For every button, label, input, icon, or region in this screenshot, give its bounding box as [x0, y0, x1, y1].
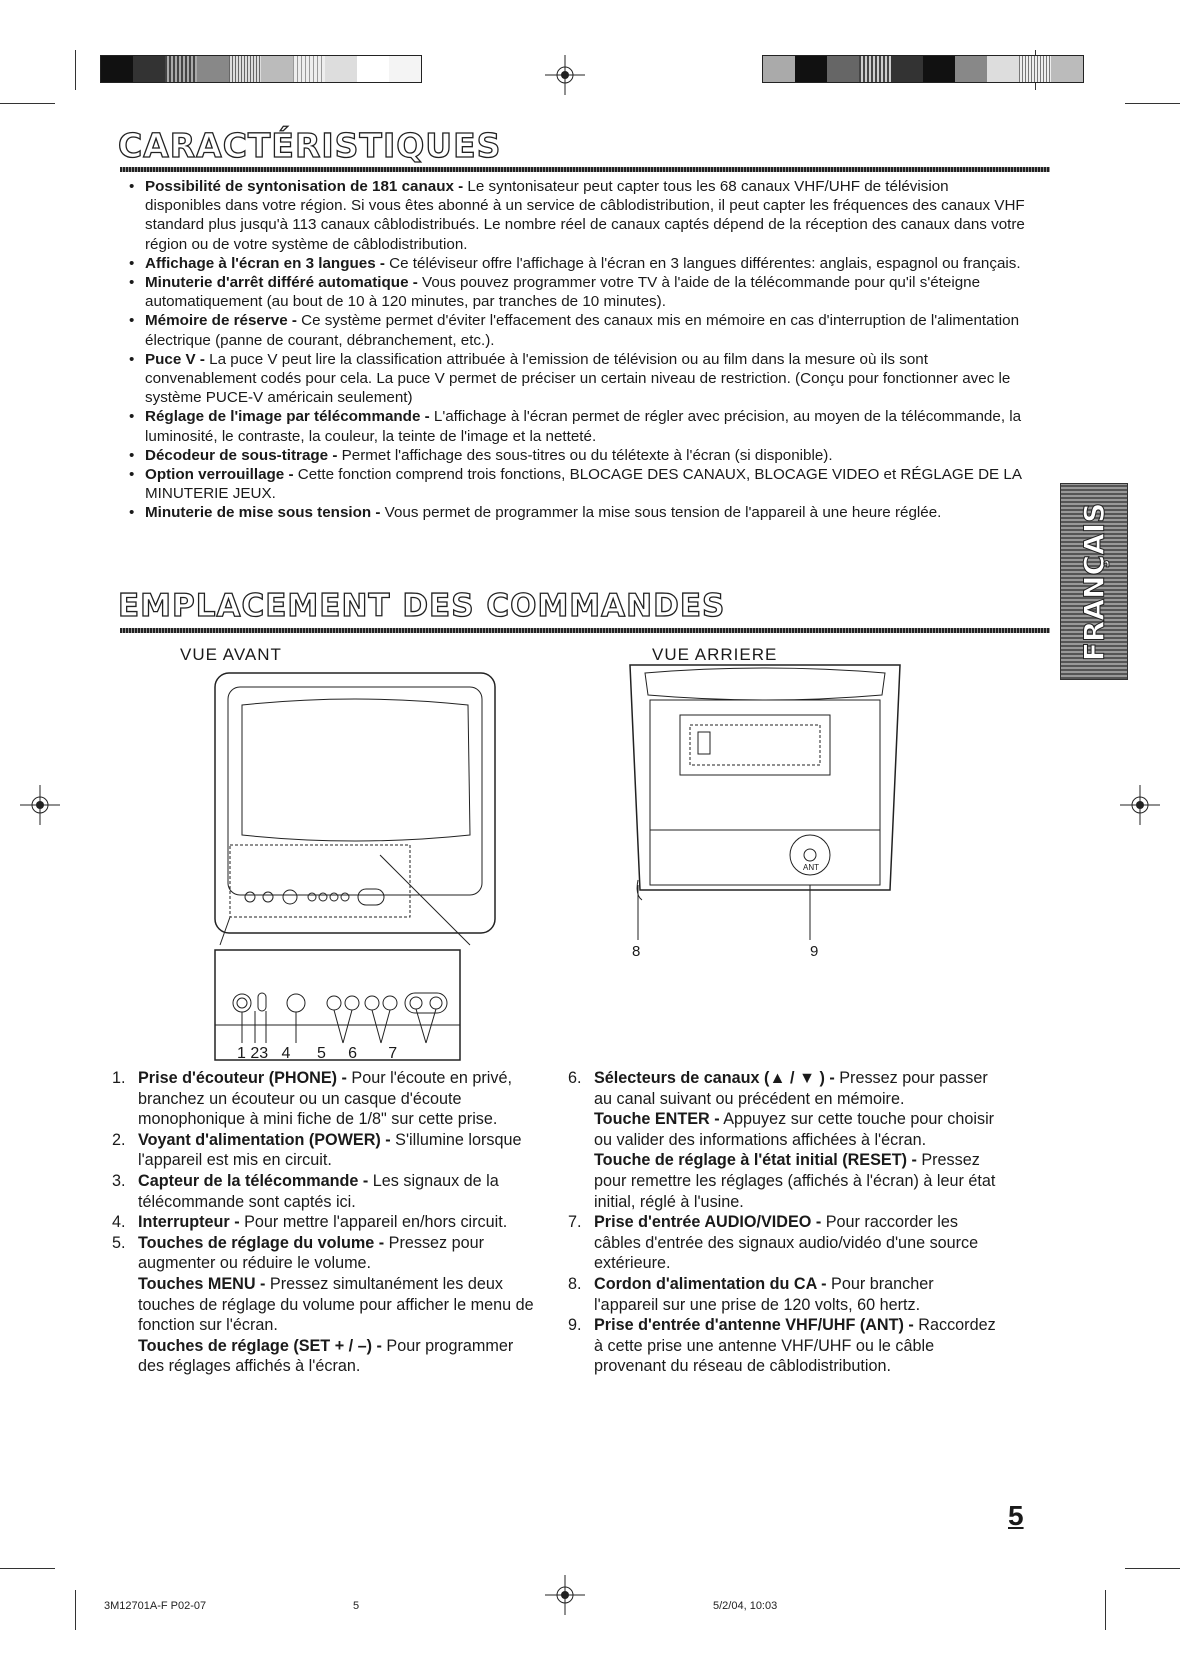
descriptions-left [112, 1068, 542, 1377]
rear-callout-9: 9 [810, 943, 819, 960]
crop-mark [0, 103, 55, 104]
description-item: 6. Sélecteurs de canaux (▲ / ▼ ) - Pressez pour passer au canal suivant ou précédent en mémoire. Touche ENTER - Appuyez sur cette touche pour choisir ou valider des informations affichées à l'écran. Touche de réglage à l'état initial (RESET) - Pressez pour remettre les réglages (affichés à l'écran) à leur état initial, réglé à l'usine. [568, 1069, 996, 1211]
feature-item: • Puce V - La puce V peut lire la classification attribuée à l'emission de télévision ou au film dans la mesure où ils sont convenablement codés pour cela. La puce V permet de préciser un certain niveau de restriction. (Conçu pour fonctionner avec le système PUCE-V américain seulement) [127, 350, 1027, 408]
crop-mark [75, 1590, 76, 1630]
rear-callout-8: 8 [632, 943, 641, 960]
crop-mark [1125, 1568, 1180, 1569]
section-title-caracteristiques: CARACTÉRISTIQUES [118, 126, 502, 165]
front-view-label: VUE AVANT [180, 645, 282, 664]
description-item: 1. Prise d'écouteur (PHONE) - Pour l'écoute en privé, branchez un écouteur ou un casque d'écoute monophonique à mini fiche de 1/8" sur cette prise. [112, 1069, 512, 1129]
calibration-bar-left [100, 55, 422, 83]
feature-item: • Minuterie d'arrêt différé automatique - Vous pouvez programmer votre TV à l'aide de la télécommande pour qu'il s'éteigne automatiquement (au bout de 10 à 120 minutes, par tranches de 10 minutes). [127, 273, 1027, 311]
description-item: 5. Touches de réglage du volume - Pressez pour augmenter ou réduire le volume. Touches MENU - Pressez simultanément les deux touches de réglage du volume pour afficher le menu de fonction sur l'écran. Touches de réglage (SET + / –) - Pour programmer des réglages affichés à l'écran. [112, 1233, 534, 1376]
description-item: 3. Capteur de la télécommande - Les signaux de la télécommande sont captés ici. [112, 1171, 499, 1211]
section-title-emplacement: EMPLACEMENT DES COMMANDES [118, 588, 726, 624]
feature-item: • Mémoire de réserve - Ce système permet d'éviter l'effacement des canaux mis en mémoire en cas d'interruption de l'alimentation électrique (panne de courant, débranchement, etc.). [127, 311, 1027, 349]
footer-doc-code: 3M12701A-F P02-07 [104, 1600, 207, 1612]
crop-mark [75, 50, 76, 90]
page-number: 5 [1008, 1500, 1024, 1531]
feature-item: • Possibilité de syntonisation de 181 canaux - Le syntonisateur peut capter tous les 68 canaux VHF/UHF de télévision disponibles dans votre région. Si vous êtes abonné à un service de câblodistribution, il peut capter les fréquences des canaux VHF standard plus jusqu'à 113 canaux câblodistribués. Le nombre réel de canaux captés dépend de la réception des canaux dans votre région ou de votre système de câblodistribution. [127, 177, 1027, 254]
calibration-bar-right [762, 55, 1084, 83]
feature-item: • Minuterie de mise sous tension - Vous permet de programmer la mise sous tension de l'appareil à une heure réglée. [127, 503, 1027, 522]
crop-mark [0, 1568, 55, 1569]
section-divider [120, 628, 1050, 633]
registration-mark-icon [20, 785, 60, 825]
description-item: 4. Interrupteur - Pour mettre l'appareil en/hors circuit. [112, 1213, 508, 1232]
description-item: 8. Cordon d'alimentation du CA - Pour brancher l'appareil sur une prise de 120 volts, 60 hertz. [568, 1274, 934, 1314]
front-callout-numbers: 1 23 4 5 6 7 [237, 1045, 398, 1062]
crop-mark [1105, 1590, 1106, 1630]
language-side-tab [1060, 483, 1128, 680]
registration-mark-icon [545, 1575, 585, 1615]
rear-view-label: VUE ARRIERE [652, 645, 778, 664]
feature-item: • Affichage à l'écran en 3 langues - Ce téléviseur offre l'affichage à l'écran en 3 langues différentes: anglais, espagnol ou français. [127, 254, 1027, 273]
feature-item: • Décodeur de sous-titrage - Permet l'affichage des sous-titres ou du télétexte à l'écran (si disponible). [127, 446, 1027, 465]
footer-timestamp: 5/2/04, 10:03 [713, 1600, 778, 1612]
description-item: 7. Prise d'entrée AUDIO/VIDEO - Pour raccorder les câbles d'entrée des signaux audio/vidéo d'une source extérieure. [568, 1213, 979, 1273]
descriptions-right [568, 1068, 998, 1377]
section-divider [120, 167, 1050, 172]
feature-item: • Option verrouillage - Cette fonction comprend trois fonctions, BLOCAGE DES CANAUX, BLOCAGE VIDEO et RÉGLAGE DE LA MINUTERIE JEUX. [127, 465, 1027, 503]
description-item: 9. Prise d'entrée d'antenne VHF/UHF (ANT) - Raccordez à cette prise une antenne VHF/UHF ou le câble provenant du réseau de câblodistribution. [568, 1316, 996, 1376]
features-list [127, 177, 1027, 523]
description-item: 2. Voyant d'alimentation (POWER) - S'illumine lorsque l'appareil est mis en circuit. [112, 1130, 522, 1170]
crop-mark [1125, 103, 1180, 104]
footer-page: 5 [353, 1600, 360, 1612]
side-tab-label: FRANÇAIS [1077, 502, 1111, 661]
feature-item: • Réglage de l'image par télécommande - L'affichage à l'écran permet de régler avec précision, au moyen de la télécommande, la luminosité, le contraste, la couleur, la teinte de l'image et la netteté. [127, 407, 1027, 445]
registration-mark-icon [1120, 785, 1160, 825]
registration-mark-icon [545, 55, 585, 95]
ant-label: ANT [803, 863, 819, 872]
tv-rear-diagram [620, 655, 910, 945]
